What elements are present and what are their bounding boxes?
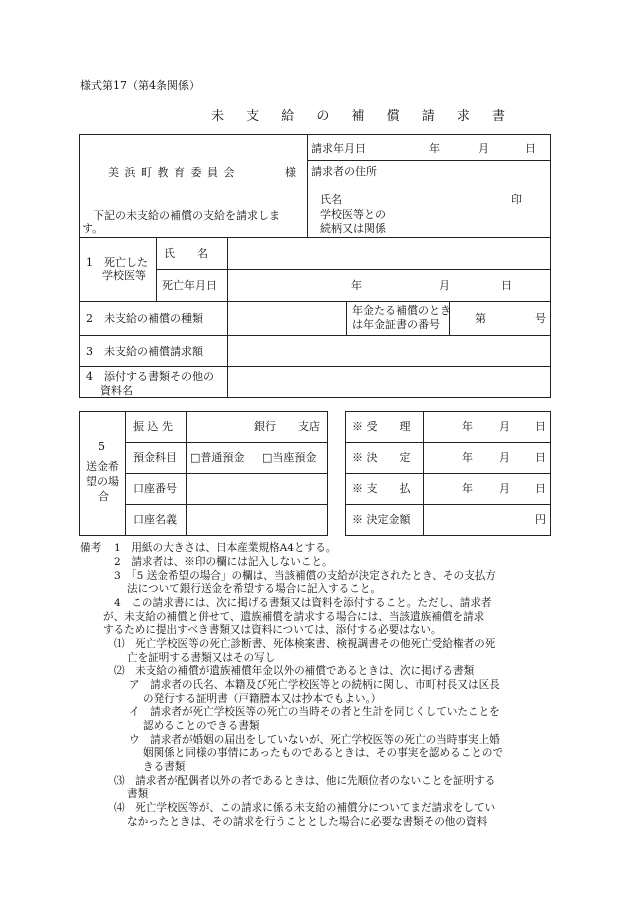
paid-label: ※ 支 払 bbox=[352, 482, 411, 495]
received-day: 日 bbox=[535, 420, 546, 433]
ordinary-deposit-checkbox[interactable]: □普通預金 bbox=[190, 451, 245, 464]
account-type-label: 預金科目 bbox=[133, 451, 177, 464]
note-line: ア 請求者の氏名、本籍及び死亡学校医等との続柄に関し、市町村長又は区長 bbox=[129, 679, 500, 691]
current-deposit-checkbox[interactable]: □当座預金 bbox=[262, 451, 317, 464]
note-line: 認めることのできる書類 bbox=[143, 720, 260, 732]
note-line: 書類 bbox=[127, 788, 149, 800]
certificate-number-prefix: 第 bbox=[475, 312, 486, 325]
paid-month: 月 bbox=[499, 482, 510, 495]
benefit-type-label: 2 未支給の補償の種類 bbox=[86, 312, 203, 325]
decided-amount-label: ※ 決定金額 bbox=[352, 513, 411, 526]
request-year: 年 bbox=[429, 142, 440, 155]
note-line: ⑶ 請求者が配偶者以外の者であるときは、他に先順位者のないことを証明する bbox=[114, 775, 496, 787]
remittance-section-number: 5 bbox=[98, 440, 105, 453]
form-number: 様式第17（第4条関係） bbox=[80, 79, 200, 92]
account-name-label: 口座名義 bbox=[133, 513, 177, 526]
notes-prefix: 備考 bbox=[80, 542, 102, 554]
decided-year: 年 bbox=[462, 451, 473, 464]
note-line: の発行する証明書（戸籍謄本又は抄本でもよい。） bbox=[143, 693, 382, 705]
note-line: ⑴ 死亡学校医等の死亡診断書、死体検案書、検視調書その他死亡受給権者の死 bbox=[114, 638, 496, 650]
branch-label: 支店 bbox=[298, 420, 320, 433]
received-month: 月 bbox=[499, 420, 510, 433]
honorific: 様 bbox=[285, 166, 296, 179]
decided-month: 月 bbox=[499, 451, 510, 464]
death-year: 年 bbox=[351, 279, 362, 292]
note-line: 3 「5 送金希望の場合」の欄は、当該補償の支給が決定されたとき、その支払方 bbox=[114, 570, 496, 582]
decided-label: ※ 決 定 bbox=[352, 451, 411, 464]
seal-mark: 印 bbox=[511, 193, 522, 206]
bank-label: 銀行 bbox=[254, 420, 276, 433]
note-line: 法について銀行送金を希望する場合に記入すること。 bbox=[127, 583, 382, 595]
remittance-section-line1: 送金希 bbox=[86, 460, 119, 473]
note-line: 4 この請求書には、次に掲げる書類又は資料を添付すること。ただし、請求者 bbox=[114, 597, 492, 609]
note-line: 1 用紙の大きさは、日本産業規格A4とする。 bbox=[114, 542, 337, 554]
documents-label-line2: 資料名 bbox=[100, 384, 133, 397]
request-statement-line1: 下記の未支給の補償の支給を請求しま bbox=[93, 209, 280, 222]
documents-label-line1: 4 添付する書類その他の bbox=[86, 370, 214, 383]
note-line: ウ 請求者が婚姻の届出をしていないが、死亡学校医等の死亡の当時事実上婚 bbox=[129, 734, 500, 746]
received-year: 年 bbox=[462, 420, 473, 433]
request-date-label: 請求年月日 bbox=[311, 142, 366, 155]
request-day: 日 bbox=[525, 142, 536, 155]
yen-unit: 円 bbox=[535, 513, 546, 526]
note-line: するために提出すべき書類又は資料については、添付する必要はない。 bbox=[103, 624, 442, 636]
note-line: きる書類 bbox=[143, 761, 186, 773]
transfer-label: 振 込 先 bbox=[133, 420, 173, 433]
death-month: 月 bbox=[439, 279, 450, 292]
relation-label-line2: 続柄又は関係 bbox=[320, 222, 386, 235]
note-line: なかったときは、その請求を行うこととした場合に必要な書類その他の資料 bbox=[127, 816, 488, 828]
addressee: 美 浜 町 教 育 委 員 会 bbox=[108, 166, 236, 179]
request-statement-line2: す。 bbox=[82, 222, 104, 235]
note-line: 亡を証明する書類又はその写し bbox=[127, 652, 276, 664]
pension-label-line1: 年金たる補償のとき bbox=[352, 304, 451, 317]
relation-label-line1: 学校医等との bbox=[320, 208, 386, 221]
pension-label-line2: は年金証書の番号 bbox=[352, 318, 440, 331]
decided-day: 日 bbox=[535, 451, 546, 464]
remittance-section-line2: 望の場 bbox=[86, 475, 119, 488]
form-title: 未 支 給 の 補 償 請 求 書 bbox=[211, 109, 515, 124]
claimant-address-label: 請求者の住所 bbox=[311, 165, 377, 178]
account-number-label: 口座番号 bbox=[133, 482, 177, 495]
death-day: 日 bbox=[501, 279, 512, 292]
deceased-name-label: 氏 名 bbox=[164, 247, 208, 260]
note-line: が、未支給の補償と併せて、遺族補償を請求する場合には、当該遺族補償を請求 bbox=[103, 611, 485, 623]
certificate-number-suffix: 号 bbox=[535, 312, 546, 325]
note-line: 2 請求者は、※印の欄には記入しないこと。 bbox=[114, 556, 333, 568]
death-date-label: 死亡年月日 bbox=[162, 279, 217, 292]
request-month: 月 bbox=[478, 142, 489, 155]
paid-day: 日 bbox=[535, 482, 546, 495]
note-line: イ 請求者が死亡学校医等の死亡の当時その者と生計を同じくしていたことを bbox=[129, 706, 500, 718]
received-label: ※ 受 理 bbox=[352, 420, 411, 433]
note-line: ⑷ 死亡学校医等が、この請求に係る未支給の補償分についてまだ請求をしてい bbox=[114, 802, 496, 814]
deceased-section-line1: 1 死亡した bbox=[86, 256, 148, 269]
claimant-name-label: 氏名 bbox=[320, 193, 342, 206]
deceased-section-line2: 学校医等 bbox=[102, 269, 146, 282]
note-line: 姻関係と同様の事情にあったものであるときは、その事実を認めることので bbox=[143, 747, 504, 759]
claim-amount-label: 3 未支給の補償請求額 bbox=[86, 345, 203, 358]
paid-year: 年 bbox=[462, 482, 473, 495]
note-line: ⑵ 未支給の補償が遺族補償年金以外の補償であるときは、次に掲げる書類 bbox=[114, 665, 475, 677]
remittance-section-line3: 合 bbox=[98, 490, 109, 503]
